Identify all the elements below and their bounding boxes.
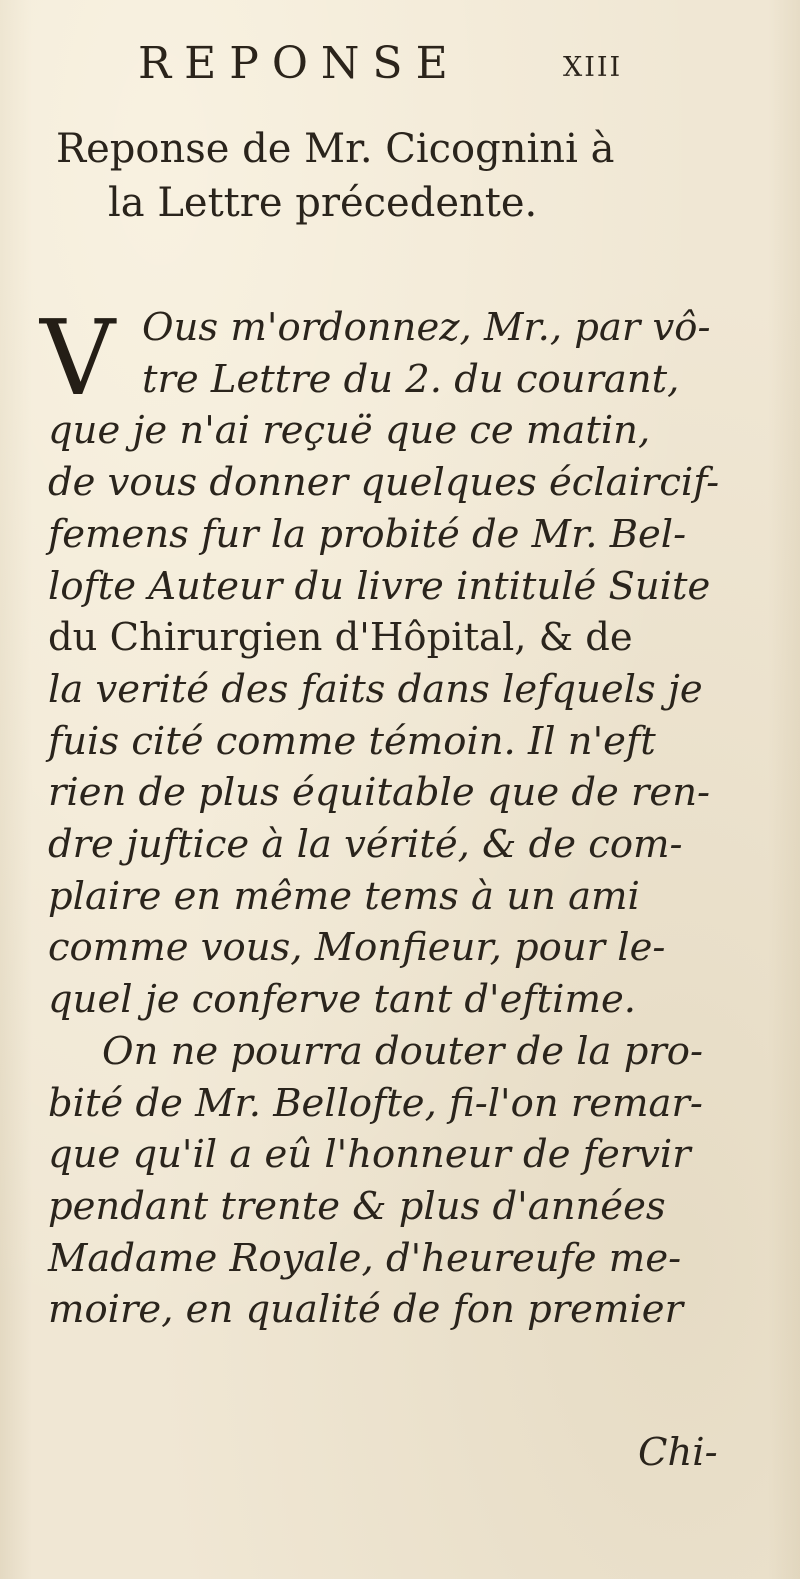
text-line: de vous donner quelques éclaircif- [48,460,720,506]
text-line: comme vous, Monfieur, pour le- [48,925,666,971]
text-line: femens fur la probité de Mr. Bel- [48,511,687,557]
text-line: plaire en même tems à un ami [48,873,640,919]
text-line: dre juftice à la vérité, & de com- [48,822,683,868]
text-line: On ne pourra douter de la pro- [102,1028,703,1074]
catchword: Chi- [638,1430,718,1475]
section-heading [56,122,756,230]
text-line: moire, en qualité de fon premier [48,1287,683,1333]
text-line: rien de plus équitable que de ren- [48,770,711,816]
text-line: du Chirurgien d'Hôpital, & de [48,615,633,661]
running-head [138,38,698,88]
text-line: quel je conferve tant d'eftime. [48,977,636,1023]
running-head-title: REPONSE [138,38,461,89]
heading-line-1: Reponse de Mr. Cicognini à [56,126,615,172]
letter-body [48,302,768,1336]
text-line: Madame Royale, d'heureufe me- [48,1235,682,1281]
page-number: XIII [563,52,623,83]
text-line: tre Lettre du 2. du courant, [142,356,680,402]
text-line: que je n'ai reçuë que ce matin, [48,408,651,454]
text-line: pendant trente & plus d'années [48,1183,666,1229]
text-line: lofte Auteur du livre intitulé Suite [48,563,711,609]
text-line: la verité des faits dans lefquels je [48,666,703,712]
heading-line-2: la Lettre précedente. [108,180,538,226]
text-line: fuis cité comme témoin. Il n'eft [48,718,656,764]
drop-cap: V [40,297,116,419]
text-line: bité de Mr. Bellofte, fi-l'on remar- [48,1080,703,1126]
text-line: Ous m'ordonnez, Mr., par vô- [142,305,711,350]
text-line: que qu'il a eû l'honneur de fervir [48,1132,691,1178]
